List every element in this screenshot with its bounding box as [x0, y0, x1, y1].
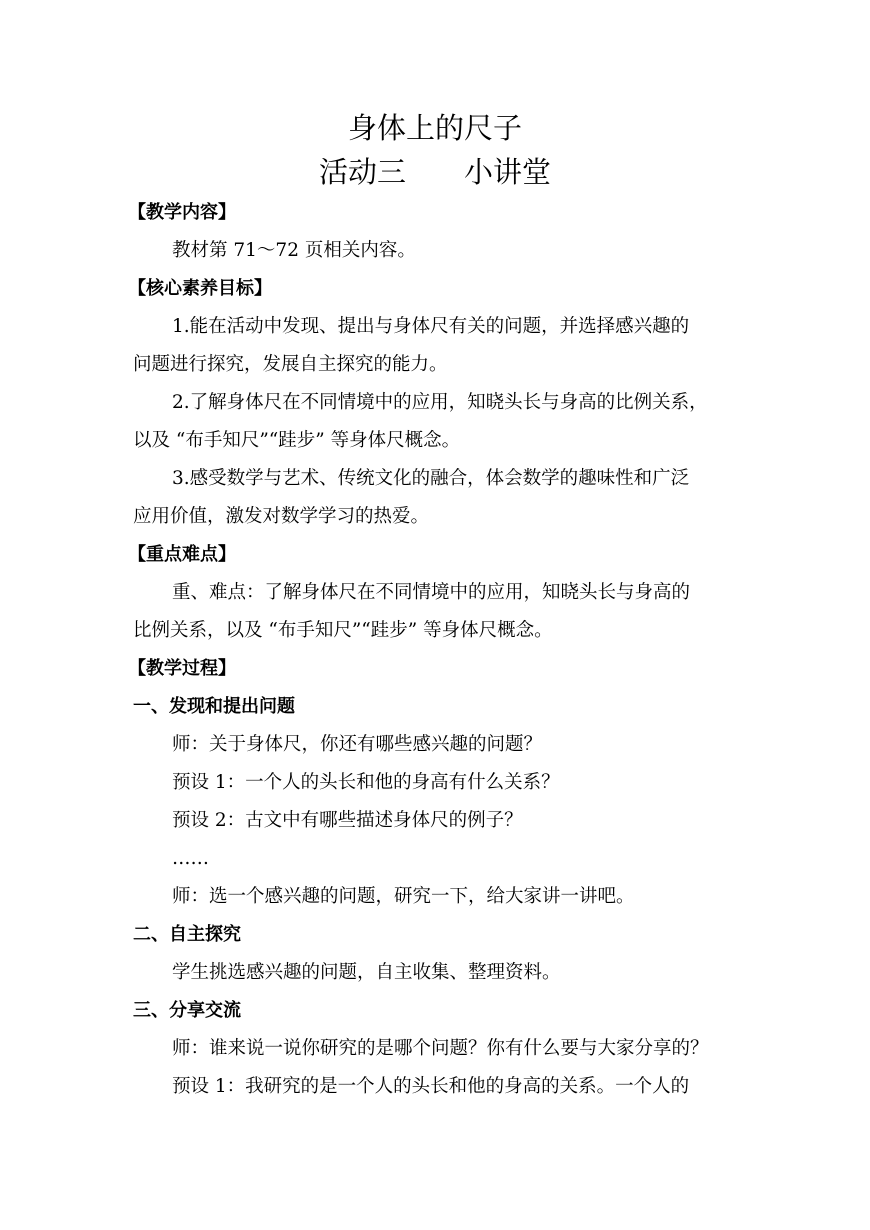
teaching-content-text: 教材第 71～72 页相关内容。 — [172, 240, 416, 261]
teaching-process-heading: 【教学过程】 — [128, 658, 236, 679]
key-points-line-2: 比例关系，以及 “布手知尺”“跬步” 等身体尺概念。 — [133, 620, 553, 641]
part-2-heading: 二、自主探究 — [133, 924, 241, 945]
teaching-content-heading: 【教学内容】 — [128, 202, 236, 223]
part-1-heading: 一、发现和提出问题 — [133, 696, 295, 717]
part-1-line-3: 预设 2：古文中有哪些描述身体尺的例子？ — [172, 810, 523, 831]
document-title: 身体上的尺子 — [347, 111, 522, 145]
goal-2-line-1: 2.了解身体尺在不同情境中的应用，知晓头长与身高的比例关系， — [172, 392, 708, 413]
part-3-line-1: 师：谁来说一说你研究的是哪个问题？你有什么要与大家分享的？ — [172, 1038, 709, 1059]
activity-name: 小讲堂 — [464, 155, 552, 189]
core-goals-heading: 【核心素养目标】 — [128, 278, 272, 299]
part-3-heading: 三、分享交流 — [133, 1000, 241, 1021]
goal-3-line-2: 应用价值，激发对数学学习的热爱。 — [133, 506, 430, 527]
part-1-line-4: 师：选一个感兴趣的问题，研究一下，给大家讲一讲吧。 — [172, 886, 635, 907]
part-3-line-2: 预设 1：我研究的是一个人的头长和他的身高的关系。一个人的 — [172, 1076, 690, 1097]
activity-title — [0, 154, 870, 190]
goal-3-line-1: 3.感受数学与艺术、传统文化的融合，体会数学的趣味性和广泛 — [172, 468, 690, 489]
goal-1-line-1: 1.能在活动中发现、提出与身体尺有关的问题，并选择感兴趣的 — [172, 316, 690, 337]
goal-1-line-2: 问题进行探究，发展自主探究的能力。 — [133, 354, 448, 375]
part-1-line-1: 师：关于身体尺，你还有哪些感兴趣的问题？ — [172, 734, 543, 755]
key-points-line-1: 重、难点：了解身体尺在不同情境中的应用，知晓头长与身高的 — [172, 582, 691, 603]
key-points-heading: 【重点难点】 — [128, 544, 236, 565]
part-2-line-1: 学生挑选感兴趣的问题，自主收集、整理资料。 — [172, 962, 561, 983]
part-1-ellipsis: …… — [172, 848, 209, 869]
goal-2-line-2: 以及 “布手知尺”“跬步” 等身体尺概念。 — [133, 430, 461, 451]
activity-number: 活动三 — [318, 155, 406, 189]
part-1-line-2: 预设 1：一个人的头长和他的身高有什么关系？ — [172, 772, 560, 793]
